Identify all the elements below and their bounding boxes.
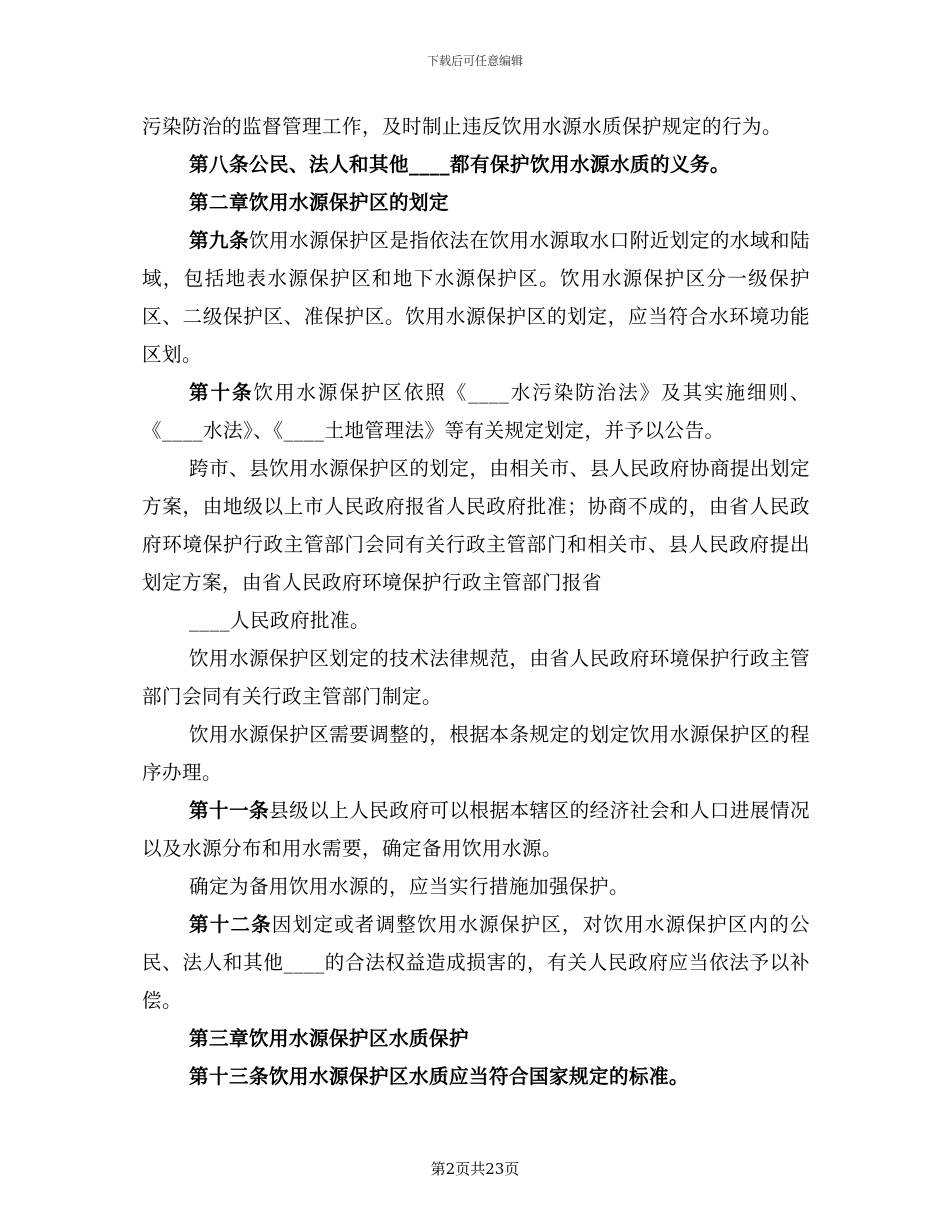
article-11 — [142, 792, 810, 868]
article-text: 饮用水源保护区是指依法在饮用水源取水口附近划定的水域和陆域，包括地表水源保护区和地下水源保护区。饮用水源保护区分一级保护区、二级保护区、准保护区。饮用水源保护区的划定，应当符合水环境功能区划。 — [142, 229, 810, 366]
article-label: 第十二条 — [189, 913, 272, 936]
article-8: 第八条公民、法人和其他____都有保护饮用水源水质的义务。 — [189, 153, 731, 176]
article-label: 第十条 — [189, 381, 254, 404]
page-header: 下载后可任意编辑 — [426, 54, 523, 68]
article-text: 饮用水源保护区依照《____水污染防治法》及其实施细则、《____水法》、《____土地管理法》等有关规定划定，并予以公告。 — [142, 381, 810, 442]
article-9 — [142, 222, 810, 374]
chapter-3-heading: 第三章饮用水源保护区水质保护 — [189, 1027, 470, 1050]
paragraph-approval: ____人民政府批准。 — [189, 609, 371, 632]
paragraph-technical-norms: 饮用水源保护区划定的技术法律规范，由省人民政府环境保护行政主管部门会同有关行政主管部门制定。 — [142, 647, 810, 708]
article-label: 第十一条 — [189, 799, 270, 822]
article-13: 第十三条饮用水源保护区水质应当符合国家规定的标准。 — [189, 1065, 690, 1088]
paragraph-continuation: 污染防治的监督管理工作，及时制止违反饮用水源水质保护规定的行为。 — [142, 115, 783, 138]
chapter-2-heading: 第二章饮用水源保护区的划定 — [189, 191, 450, 214]
article-12 — [142, 906, 810, 1020]
paragraph-cross-region: 跨市、县饮用水源保护区的划定，由相关市、县人民政府协商提出划定方案，由地级以上市人民政府报省人民政府批准；协商不成的，由省人民政府环境保护行政主管部门会同有关行政主管部门和相关市、县人民政府提出划定方案，由省人民政府环境保护行政主管部门报省 — [142, 457, 810, 594]
article-10 — [142, 374, 810, 450]
article-text: 县级以上人民政府可以根据本辖区的经济社会和人口进展情况以及水源分布和用水需要，确定备用饮用水源。 — [142, 799, 810, 860]
article-label: 第九条 — [189, 229, 250, 252]
paragraph-backup-source: 确定为备用饮用水源的，应当实行措施加强保护。 — [189, 875, 630, 898]
article-text: 因划定或者调整饮用水源保护区，对饮用水源保护区内的公民、法人和其他____的合法权益造成损害的，有关人民政府应当依法予以补偿。 — [142, 913, 810, 1012]
document-body — [142, 108, 810, 1096]
paragraph-adjustment: 饮用水源保护区需要调整的，根据本条规定的划定饮用水源保护区的程序办理。 — [142, 723, 810, 784]
page-footer: 第2页共23页 — [430, 1160, 520, 1178]
